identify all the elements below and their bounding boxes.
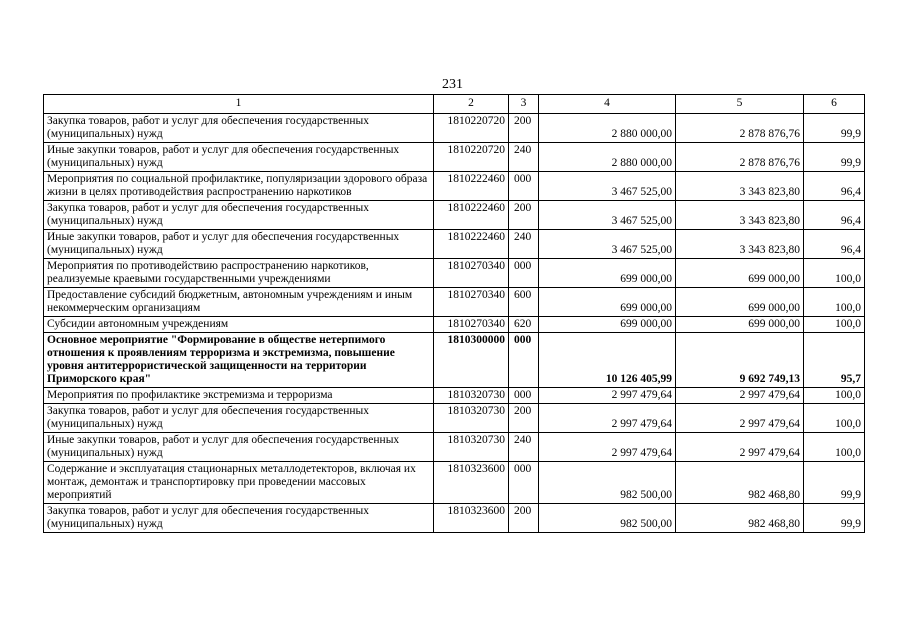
row-name-cell: Субсидии автономным учреждениям [44, 317, 434, 333]
row-name-cell: Содержание и эксплуатация стационарных металлодетекторов, включая их монтаж, демонтаж и транспортировку при проведении массовых мероприятий [44, 462, 434, 504]
table-row [44, 259, 865, 288]
page-number: 231 [442, 77, 463, 92]
row-code-cell: 1810270340 [434, 317, 509, 333]
row-code-cell: 1810220720 [434, 114, 509, 143]
row-code-cell: 1810320730 [434, 404, 509, 433]
row-type-cell: 240 [509, 230, 539, 259]
row-plan-cell: 2 880 000,00 [539, 114, 676, 143]
row-plan-cell: 982 500,00 [539, 462, 676, 504]
row-code-cell: 1810323600 [434, 462, 509, 504]
row-type-cell: 240 [509, 143, 539, 172]
row-type-cell: 620 [509, 317, 539, 333]
row-fact-cell: 699 000,00 [676, 317, 804, 333]
row-fact-cell: 2 878 876,76 [676, 114, 804, 143]
header-cell-5: 5 [676, 95, 804, 114]
row-plan-cell: 699 000,00 [539, 259, 676, 288]
table-row [44, 143, 865, 172]
header-cell-6: 6 [804, 95, 865, 114]
table-row [44, 433, 865, 462]
table-row [44, 230, 865, 259]
table-row [44, 388, 865, 404]
row-name-cell: Иные закупки товаров, работ и услуг для обеспечения государственных (муниципальных) нужд [44, 230, 434, 259]
header-row [44, 95, 865, 114]
row-name-cell: Иные закупки товаров, работ и услуг для обеспечения государственных (муниципальных) нужд [44, 433, 434, 462]
row-code-cell: 1810320730 [434, 388, 509, 404]
row-code-cell: 1810220720 [434, 143, 509, 172]
row-fact-cell: 9 692 749,13 [676, 333, 804, 388]
row-plan-cell: 699 000,00 [539, 317, 676, 333]
row-percent-cell: 96,4 [804, 172, 865, 201]
row-fact-cell: 2 997 479,64 [676, 404, 804, 433]
row-percent-cell: 99,9 [804, 504, 865, 533]
row-percent-cell: 96,4 [804, 230, 865, 259]
row-percent-cell: 95,7 [804, 333, 865, 388]
row-plan-cell: 2 880 000,00 [539, 143, 676, 172]
row-fact-cell: 2 997 479,64 [676, 388, 804, 404]
row-type-cell: 000 [509, 172, 539, 201]
row-name-cell: Закупка товаров, работ и услуг для обеспечения государственных (муниципальных) нужд [44, 201, 434, 230]
row-code-cell: 1810222460 [434, 172, 509, 201]
row-fact-cell: 699 000,00 [676, 288, 804, 317]
row-type-cell: 000 [509, 388, 539, 404]
row-percent-cell: 100,0 [804, 288, 865, 317]
table-body [44, 95, 865, 533]
row-code-cell: 1810300000 [434, 333, 509, 388]
table-row [44, 333, 865, 388]
row-plan-cell: 2 997 479,64 [539, 388, 676, 404]
header-cell-1: 1 [44, 95, 434, 114]
row-fact-cell: 982 468,80 [676, 462, 804, 504]
row-type-cell: 200 [509, 404, 539, 433]
row-name-cell: Основное мероприятие "Формирование в обществе нетерпимого отношения к проявлениям терроризма и экстремизма, повышение уровня антитеррористической защищенности на территории Приморского края" [44, 333, 434, 388]
row-plan-cell: 699 000,00 [539, 288, 676, 317]
row-percent-cell: 100,0 [804, 404, 865, 433]
header-cell-3: 3 [509, 95, 539, 114]
row-percent-cell: 99,9 [804, 114, 865, 143]
table-row [44, 288, 865, 317]
budget-table [43, 94, 865, 533]
row-plan-cell: 3 467 525,00 [539, 172, 676, 201]
row-fact-cell: 3 343 823,80 [676, 230, 804, 259]
row-fact-cell: 2 878 876,76 [676, 143, 804, 172]
row-code-cell: 1810323600 [434, 504, 509, 533]
row-fact-cell: 3 343 823,80 [676, 201, 804, 230]
row-plan-cell: 3 467 525,00 [539, 201, 676, 230]
row-code-cell: 1810270340 [434, 259, 509, 288]
row-name-cell: Мероприятия по профилактике экстремизма и терроризма [44, 388, 434, 404]
table-row [44, 462, 865, 504]
row-plan-cell: 2 997 479,64 [539, 433, 676, 462]
row-name-cell: Закупка товаров, работ и услуг для обеспечения государственных (муниципальных) нужд [44, 404, 434, 433]
row-code-cell: 1810320730 [434, 433, 509, 462]
row-fact-cell: 2 997 479,64 [676, 433, 804, 462]
header-cell-4: 4 [539, 95, 676, 114]
row-percent-cell: 100,0 [804, 317, 865, 333]
header-cell-2: 2 [434, 95, 509, 114]
table-row [44, 114, 865, 143]
row-fact-cell: 3 343 823,80 [676, 172, 804, 201]
table-row [44, 201, 865, 230]
row-fact-cell: 982 468,80 [676, 504, 804, 533]
row-type-cell: 200 [509, 201, 539, 230]
row-name-cell: Мероприятия по противодействию распространению наркотиков, реализуемые краевыми государственными учреждениями [44, 259, 434, 288]
row-code-cell: 1810222460 [434, 201, 509, 230]
row-fact-cell: 699 000,00 [676, 259, 804, 288]
row-name-cell: Предоставление субсидий бюджетным, автономным учреждениям и иным некоммерческим организациям [44, 288, 434, 317]
row-percent-cell: 96,4 [804, 201, 865, 230]
table-row [44, 172, 865, 201]
row-plan-cell: 3 467 525,00 [539, 230, 676, 259]
row-name-cell: Иные закупки товаров, работ и услуг для обеспечения государственных (муниципальных) нужд [44, 143, 434, 172]
table-row [44, 317, 865, 333]
row-plan-cell: 2 997 479,64 [539, 404, 676, 433]
table-row [44, 504, 865, 533]
row-percent-cell: 99,9 [804, 143, 865, 172]
row-type-cell: 200 [509, 114, 539, 143]
row-type-cell: 000 [509, 259, 539, 288]
row-type-cell: 000 [509, 462, 539, 504]
row-plan-cell: 982 500,00 [539, 504, 676, 533]
row-type-cell: 240 [509, 433, 539, 462]
row-name-cell: Закупка товаров, работ и услуг для обеспечения государственных (муниципальных) нужд [44, 504, 434, 533]
row-percent-cell: 100,0 [804, 433, 865, 462]
row-code-cell: 1810270340 [434, 288, 509, 317]
row-name-cell: Закупка товаров, работ и услуг для обеспечения государственных (муниципальных) нужд [44, 114, 434, 143]
row-type-cell: 600 [509, 288, 539, 317]
row-percent-cell: 99,9 [804, 462, 865, 504]
row-percent-cell: 100,0 [804, 388, 865, 404]
row-percent-cell: 100,0 [804, 259, 865, 288]
row-code-cell: 1810222460 [434, 230, 509, 259]
row-type-cell: 200 [509, 504, 539, 533]
row-plan-cell: 10 126 405,99 [539, 333, 676, 388]
row-name-cell: Мероприятия по социальной профилактике, популяризации здорового образа жизни в целях противодействия распространению наркотиков [44, 172, 434, 201]
row-type-cell: 000 [509, 333, 539, 388]
table-row [44, 404, 865, 433]
